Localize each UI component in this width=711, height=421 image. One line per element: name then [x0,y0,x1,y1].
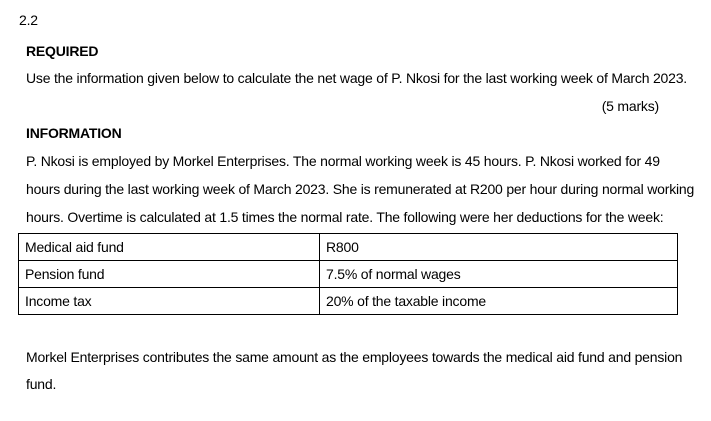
note-line: Morkel Enterprises contributes the same amount as the employees towards the medical aid fund and pension [26,349,683,365]
information-line: P. Nkosi is employed by Morkel Enterprises. The normal working week is 45 hours. P. Nkosi worked for 49 [26,153,660,169]
deduction-item: Income tax [19,288,320,315]
table-row [19,288,678,315]
question-number: 2.2 [19,12,38,28]
information-line: hours during the last working week of March 2023. She is remunerated at R200 per hour during normal working [26,181,695,197]
marks-label: (5 marks) [601,98,659,114]
deduction-item: Pension fund [19,261,320,288]
deduction-value: 20% of the taxable income [320,288,678,315]
deduction-value: 7.5% of normal wages [320,261,678,288]
information-line: hours. Overtime is calculated at 1.5 times the normal rate. The following were her deductions for the week: [26,209,664,225]
note-line: fund. [26,376,57,392]
deduction-item: Medical aid fund [19,234,320,261]
required-heading: REQUIRED [26,43,99,59]
table-row [19,261,678,288]
information-heading: INFORMATION [26,125,122,141]
deduction-value: R800 [320,234,678,261]
required-text: Use the information given below to calculate the net wage of P. Nkosi for the last working week of March 2023. [26,70,687,86]
table-row [19,234,678,261]
deductions-table [18,233,678,315]
